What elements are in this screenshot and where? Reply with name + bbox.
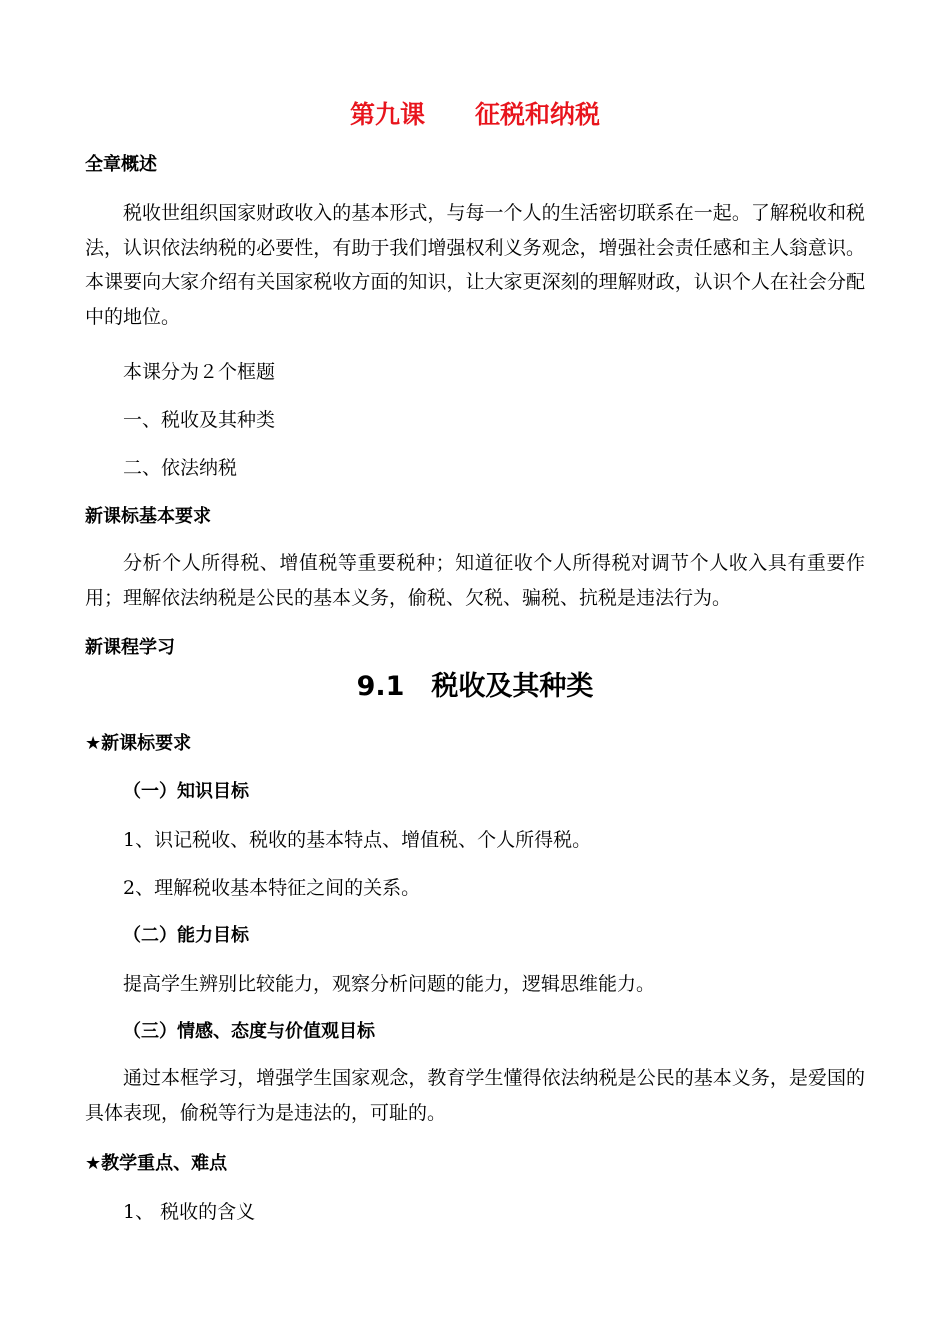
knowledge-heading: （一）知识目标 — [123, 781, 249, 802]
knowledge-item-2: 2、理解税收基本特征之间的关系。 — [123, 877, 421, 899]
ability-text: 提高学生辨别比较能力，观察分析问题的能力，逻辑思维能力。 — [123, 973, 656, 995]
key-point-1: 1、 税收的含义 — [123, 1201, 256, 1223]
requirements-heading: ★新课标要求 — [85, 733, 192, 754]
key-points-heading: ★教学重点、难点 — [85, 1153, 228, 1174]
overview-heading: 全章概述 — [85, 154, 157, 175]
ability-heading: （二）能力目标 — [123, 925, 249, 946]
standard-heading: 新课标基本要求 — [85, 506, 211, 527]
emotion-text: 通过本框学习，增强学生国家观念，教育学生懂得依法纳税是公民的基本义务，是爱国的具体表现，偷税等行为是违法的，可耻的。 — [85, 1067, 865, 1124]
chapter-title: 第九课 征税和纳税 — [349, 100, 600, 129]
knowledge-item-1: 1、识记税收、税收的基本特点、增值税、个人所得税。 — [123, 829, 592, 851]
section-title: 9.1 税收及其种类 — [356, 671, 594, 702]
frame-2: 二、依法纳税 — [123, 457, 238, 479]
study-heading: 新课程学习 — [85, 637, 175, 658]
emotion-heading: （三）情感、态度与价值观目标 — [123, 1021, 375, 1042]
standard-paragraph: 分析个人所得税、增值税等重要税种；知道征收个人所得税对调节个人收入具有重要作用；理解依法纳税是公民的基本义务，偷税、欠税、骗税、抗税是违法行为。 — [85, 552, 865, 609]
frames-intro: 本课分为２个框题 — [123, 361, 276, 383]
overview-paragraph: 税收世组织国家财政收入的基本形式，与每一个人的生活密切联系在一起。了解税收和税法，认识依法纳税的必要性，有助于我们增强权利义务观念，增强社会责任感和主人翁意识。本课要向大家介绍有关国家税收方面的知识，让大家更深刻的理解财政，认识个人在社会分配中的地位。 — [85, 202, 865, 328]
frame-1: 一、税收及其种类 — [123, 409, 276, 431]
